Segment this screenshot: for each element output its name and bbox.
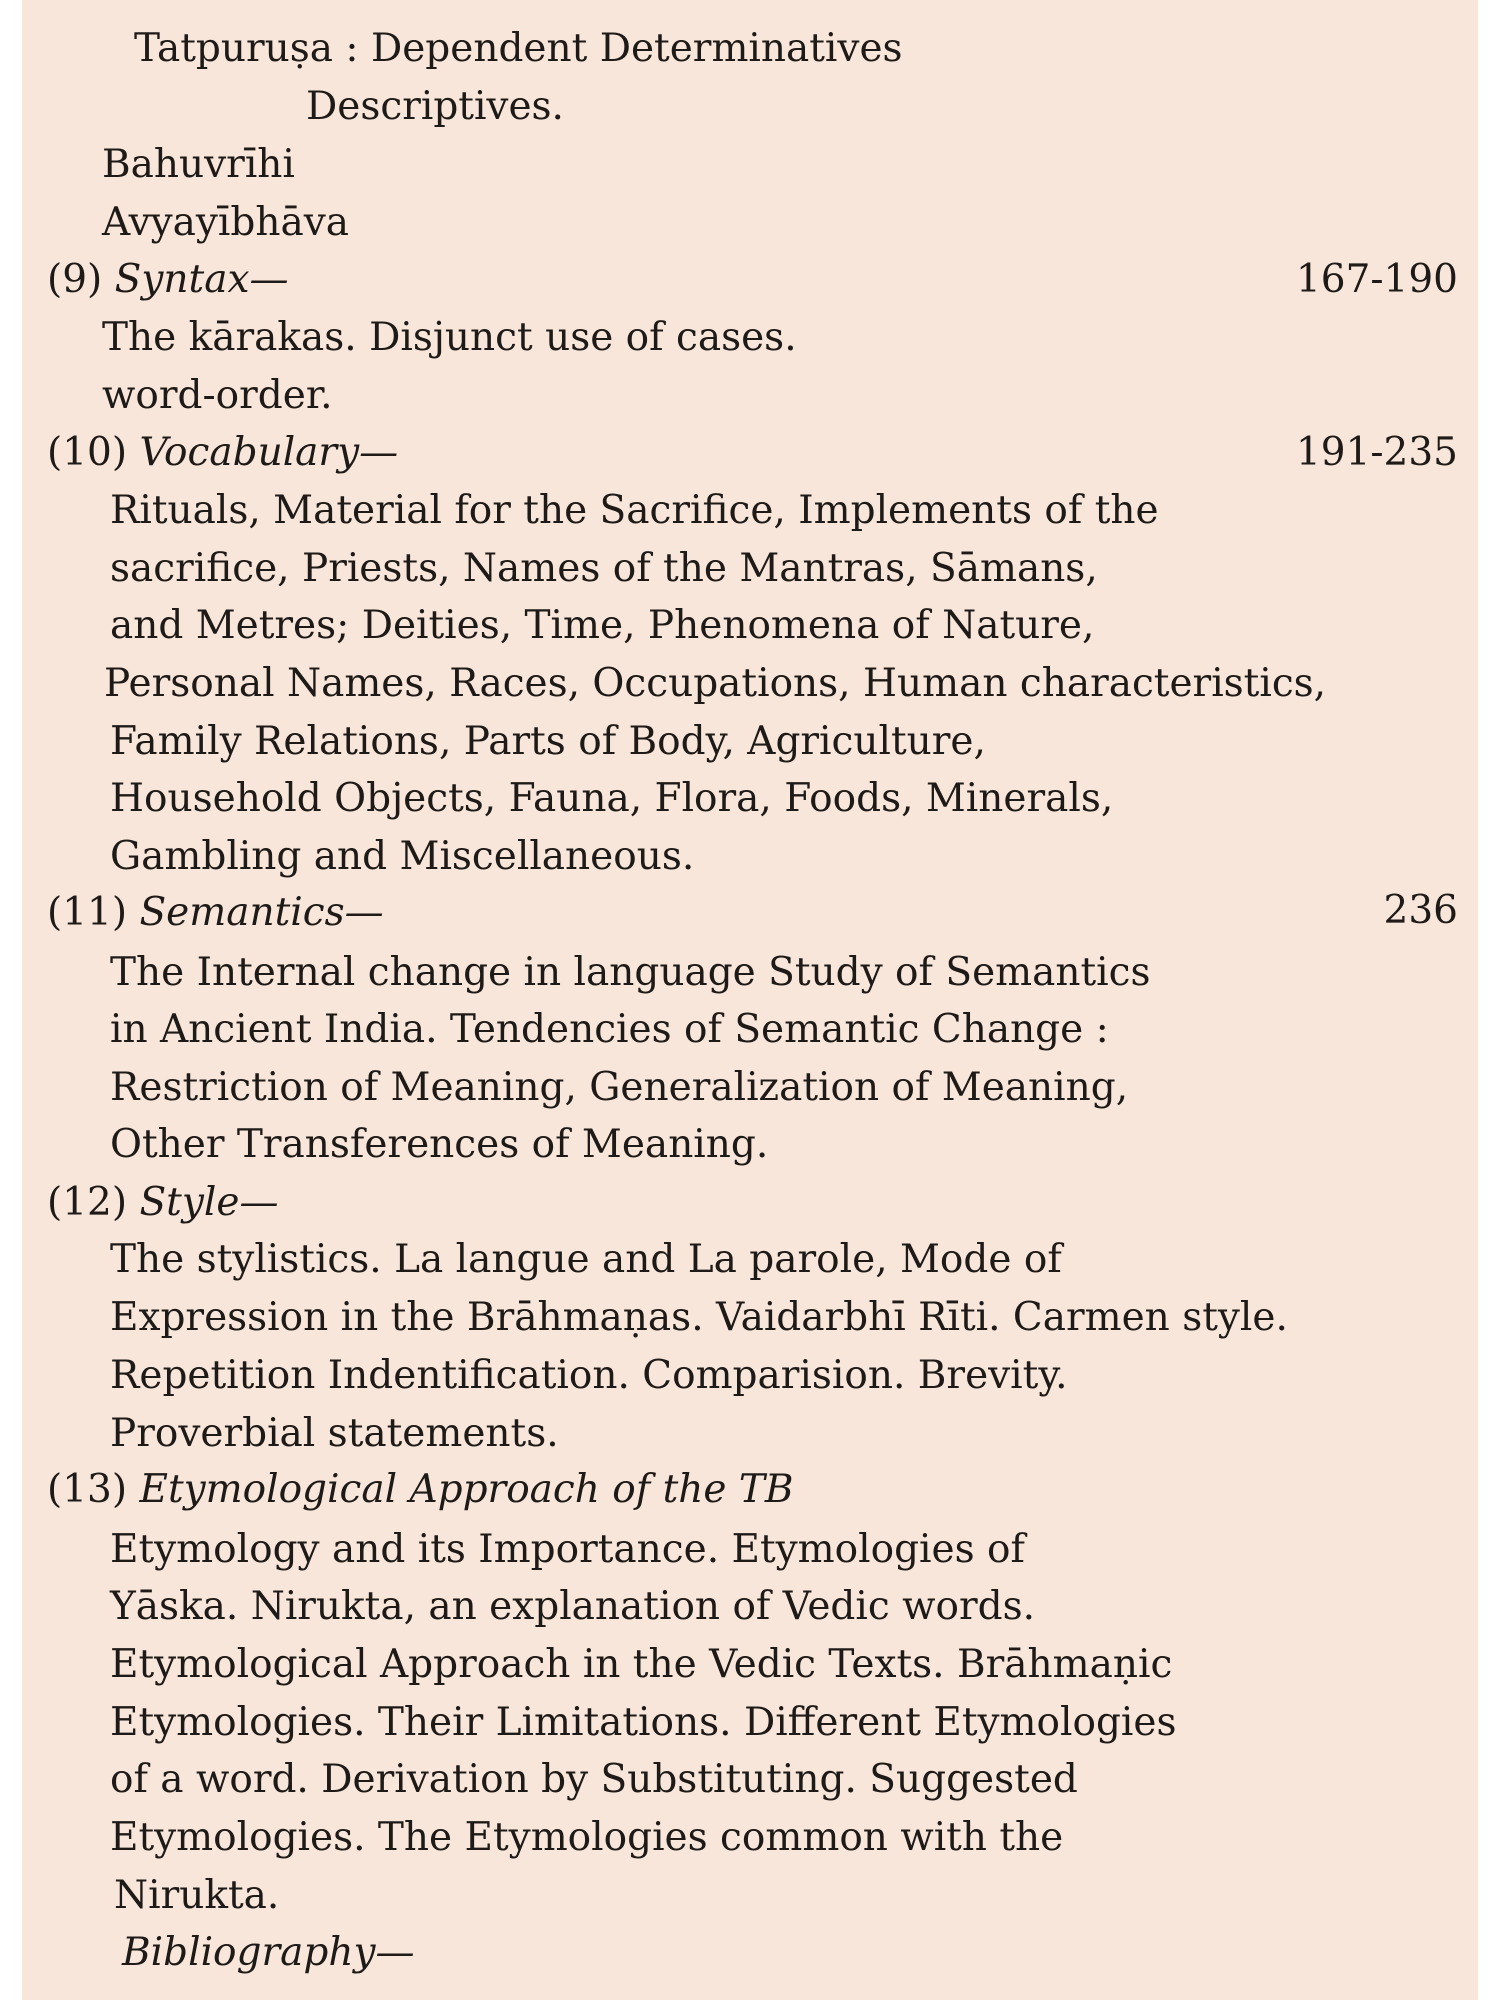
bahuvrihi-line: Bahuvrīhi (102, 142, 295, 187)
section-title: Etymological Approach of the TB (139, 1467, 794, 1512)
tatpurusa-line: Tatpuruṣa : Dependent Determinatives (134, 26, 903, 71)
section-heading-vocabulary (47, 430, 398, 476)
bibliography-heading: Bibliography— (122, 1930, 415, 1975)
entry-line: Other Transferences of Meaning. (110, 1122, 769, 1167)
entry-line: word-order. (102, 373, 333, 418)
entry-line: The kārakas. Disjunct use of cases. (102, 315, 797, 360)
entry-line: Rituals, Material for the Sacrifice, Implements of the (110, 488, 1159, 533)
entry-line: Household Objects, Fauna, Flora, Foods, Minerals, (110, 776, 1114, 821)
section-title: Vocabulary— (139, 430, 399, 475)
entry-line: Etymology and its Importance. Etymologies of (110, 1527, 1025, 1572)
section-heading-etymology (47, 1467, 794, 1513)
section-number: (10) (47, 430, 128, 475)
entry-line: Gambling and Miscellaneous. (110, 834, 695, 879)
entry-line: The stylistics. La langue and La parole, Mode of (110, 1237, 1062, 1282)
page-number: 236 (1383, 888, 1458, 933)
entry-line: Restriction of Meaning, Generalization of Meaning, (110, 1065, 1129, 1110)
section-heading-semantics (47, 890, 384, 936)
entry-line: Proverbial statements. (110, 1411, 559, 1456)
entry-line: Repetition Indentification. Comparision. Brevity. (110, 1353, 1068, 1398)
entry-line: Family Relations, Parts of Body, Agriculture, (110, 719, 986, 764)
book-page (22, 0, 1478, 2000)
entry-line: The Internal change in language Study of Semantics (110, 950, 1151, 995)
section-title: Syntax— (114, 257, 289, 302)
entry-line: and Metres; Deities, Time, Phenomena of Nature, (110, 603, 1095, 648)
entry-line: of a word. Derivation by Substituting. Suggested (110, 1757, 1078, 1802)
section-title: Semantics— (139, 890, 384, 935)
entry-line: Etymologies. Their Limitations. Different Etymologies (110, 1700, 1177, 1745)
entry-line: Yāska. Nirukta, an explanation of Vedic words. (110, 1584, 1035, 1629)
entry-line: Etymologies. The Etymologies common with the (110, 1815, 1064, 1860)
section-number: (12) (47, 1180, 128, 1225)
entry-line: Nirukta. (114, 1873, 280, 1918)
entry-line: Etymological Approach in the Vedic Texts. Brāhmaṇic (110, 1642, 1173, 1687)
section-number: (9) (47, 257, 103, 302)
entry-line: in Ancient India. Tendencies of Semantic Change : (110, 1007, 1109, 1052)
entry-line: Expression in the Brāhmaṇas. Vaidarbhī Rīti. Carmen style. (110, 1295, 1288, 1340)
section-number: (11) (47, 890, 128, 935)
section-heading-syntax (47, 257, 288, 303)
entry-line: Personal Names, Races, Occupations, Human characteristics, (104, 661, 1327, 706)
avyayibhava-line: Avyayībhāva (102, 200, 350, 245)
descriptives-line: Descriptives. (306, 84, 564, 129)
page-range: 167-190 (1295, 257, 1458, 302)
page-range: 191-235 (1295, 430, 1458, 475)
section-title: Style— (139, 1180, 279, 1225)
section-number: (13) (47, 1467, 128, 1512)
entry-line: sacrifice, Priests, Names of the Mantras, Sāmans, (110, 546, 1098, 591)
section-heading-style (47, 1180, 278, 1226)
